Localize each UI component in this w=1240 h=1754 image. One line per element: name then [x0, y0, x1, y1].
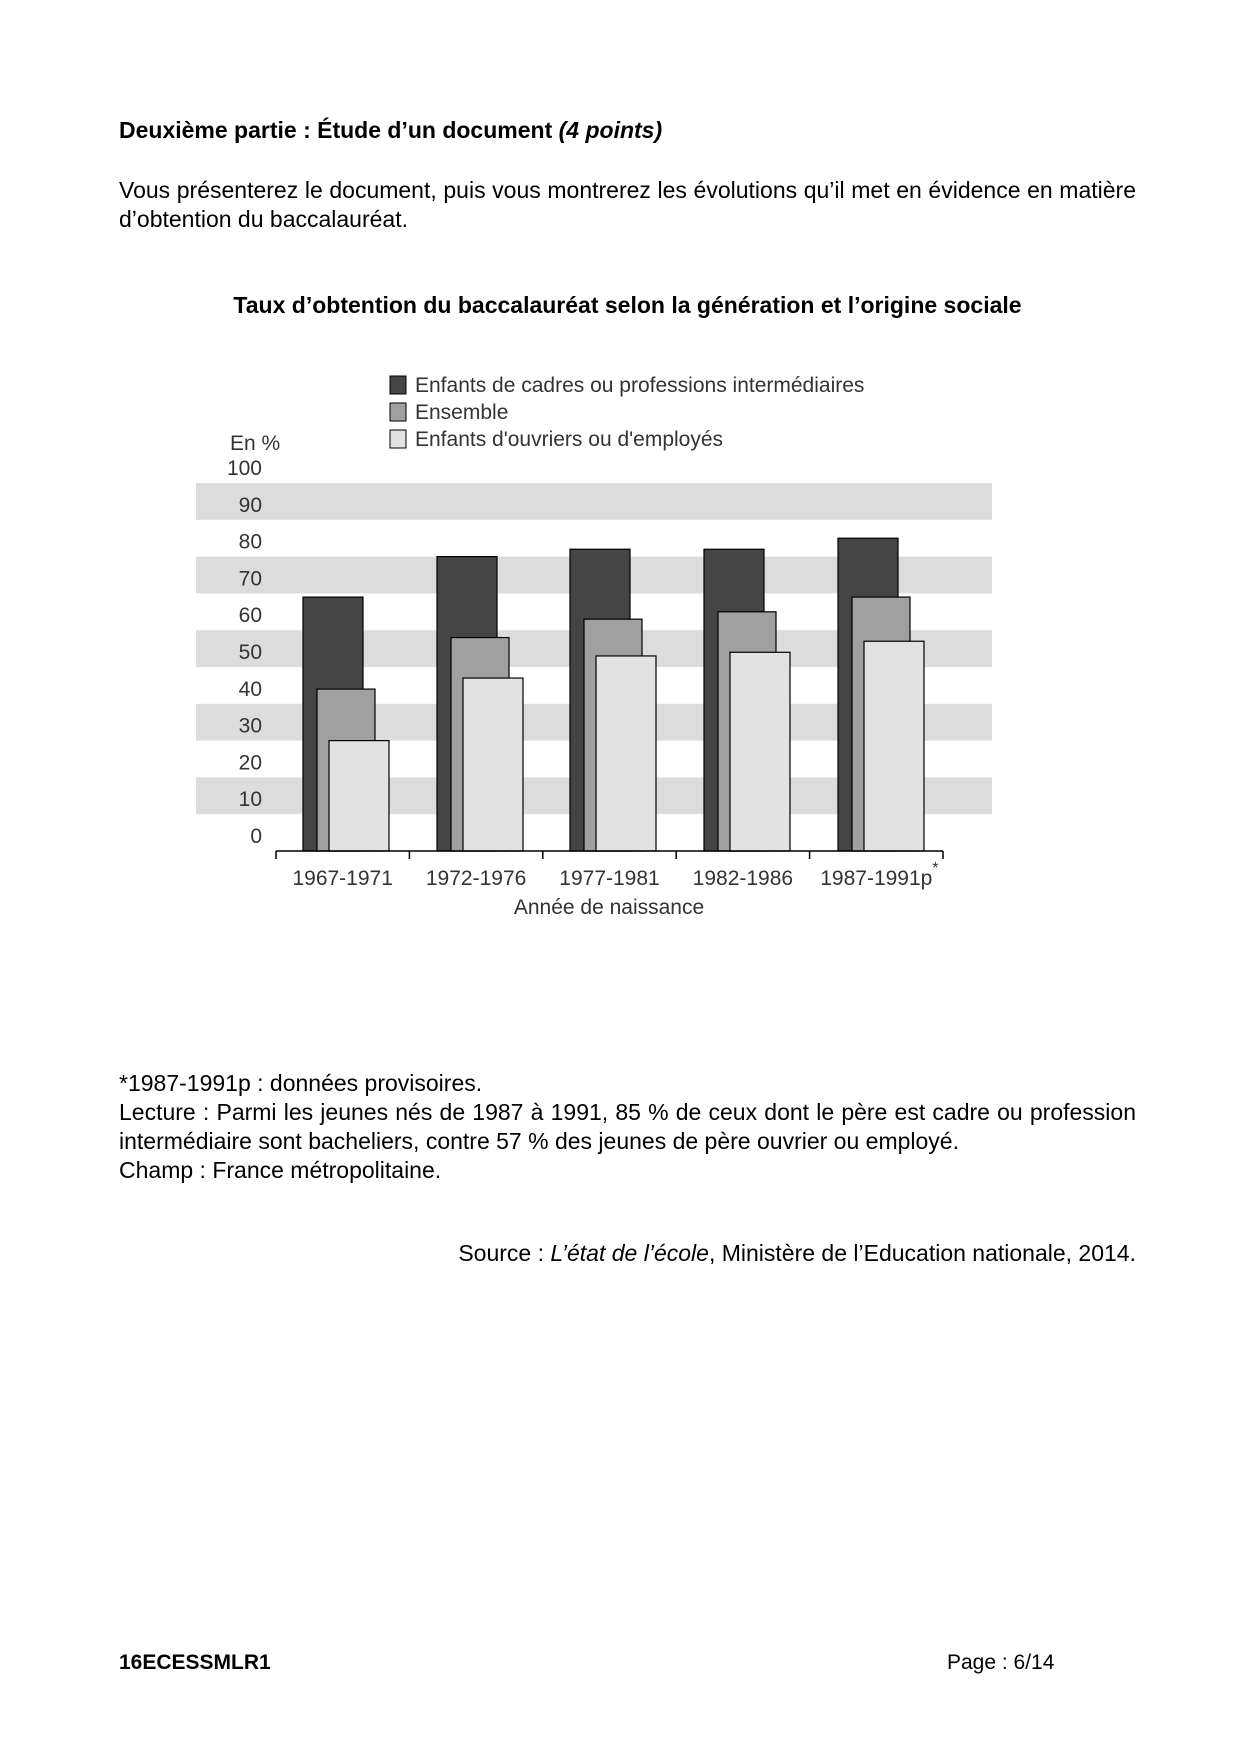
- y-axis-title: En %: [230, 432, 281, 455]
- bar-chart: [190, 368, 1010, 928]
- y-tick-label: 100: [226, 457, 262, 480]
- y-tick-label: 60: [238, 604, 262, 628]
- legend-label: Enfants de cadres ou professions intermédiaires: [415, 374, 865, 397]
- x-tick-label: 1982-1986: [692, 867, 794, 890]
- y-tick-label: 0: [250, 825, 262, 848]
- legend-swatch: [390, 376, 406, 394]
- x-axis: [276, 851, 943, 890]
- note-champ: Champ : France métropolitaine.: [119, 1157, 442, 1183]
- x-tick-mark: *: [932, 860, 939, 877]
- grid-band: [196, 483, 992, 520]
- notes-block: [119, 1069, 1136, 1185]
- footer-page: Page : 6/14: [947, 1651, 1055, 1674]
- bar-ouvriers: [864, 641, 924, 851]
- y-tick-label: 20: [238, 751, 262, 775]
- x-tick-label: 1977-1981: [559, 867, 660, 890]
- section-heading: [119, 117, 662, 144]
- source-suffix: , Ministère de l’Education nationale, 2014.: [708, 1240, 1136, 1266]
- y-tick-label: 10: [238, 788, 262, 812]
- note-lecture: Lecture : Parmi les jeunes nés de 1987 à 1991, 85 % de ceux dont le père est cadre ou profession intermédiaire sont bacheliers, contre 57 % des jeunes de père ouvrier ou employé.: [119, 1099, 1136, 1154]
- y-tick-label: 90: [238, 493, 262, 517]
- source-prefix: Source :: [458, 1240, 551, 1266]
- x-tick-label: 1967-1971: [292, 867, 393, 890]
- bar-ouvriers: [329, 741, 389, 851]
- source-title: L’état de l’école: [550, 1240, 709, 1266]
- bar-ouvriers: [463, 678, 523, 851]
- y-tick-label: 30: [238, 714, 262, 738]
- chart-title: Taux d’obtention du baccalauréat selon la génération et l’origine sociale: [233, 292, 1022, 318]
- legend-label: Enfants d'ouvriers ou d'employés: [415, 428, 724, 451]
- note-provisional: *1987-1991p : données provisoires.: [119, 1070, 483, 1096]
- legend-swatch: [390, 403, 406, 421]
- x-axis-title: Année de naissance: [513, 896, 705, 919]
- footer-code: 16ECESSMLR1: [119, 1651, 271, 1674]
- section-heading-main: Deuxième partie : Étude d’un document: [119, 117, 559, 143]
- y-tick-label: 50: [238, 641, 262, 664]
- chart-legend: [390, 374, 864, 451]
- x-tick-label: 1987-1991p: [820, 867, 933, 890]
- bar-ouvriers: [596, 656, 656, 851]
- instruction-text: Vous présenterez le document, puis vous montrerez les évolutions qu’il met en évidence en matière d’obtention du baccalauréat.: [119, 177, 1136, 232]
- y-tick-label: 70: [238, 567, 262, 591]
- section-heading-points: (4 points): [558, 117, 663, 143]
- x-tick-label: 1972-1976: [425, 867, 527, 890]
- y-tick-label: 40: [238, 677, 262, 701]
- legend-label: Ensemble: [415, 401, 509, 424]
- bar-ouvriers: [730, 652, 790, 851]
- y-tick-label: 80: [238, 530, 262, 554]
- legend-swatch: [390, 430, 406, 448]
- source-line: [458, 1240, 1136, 1267]
